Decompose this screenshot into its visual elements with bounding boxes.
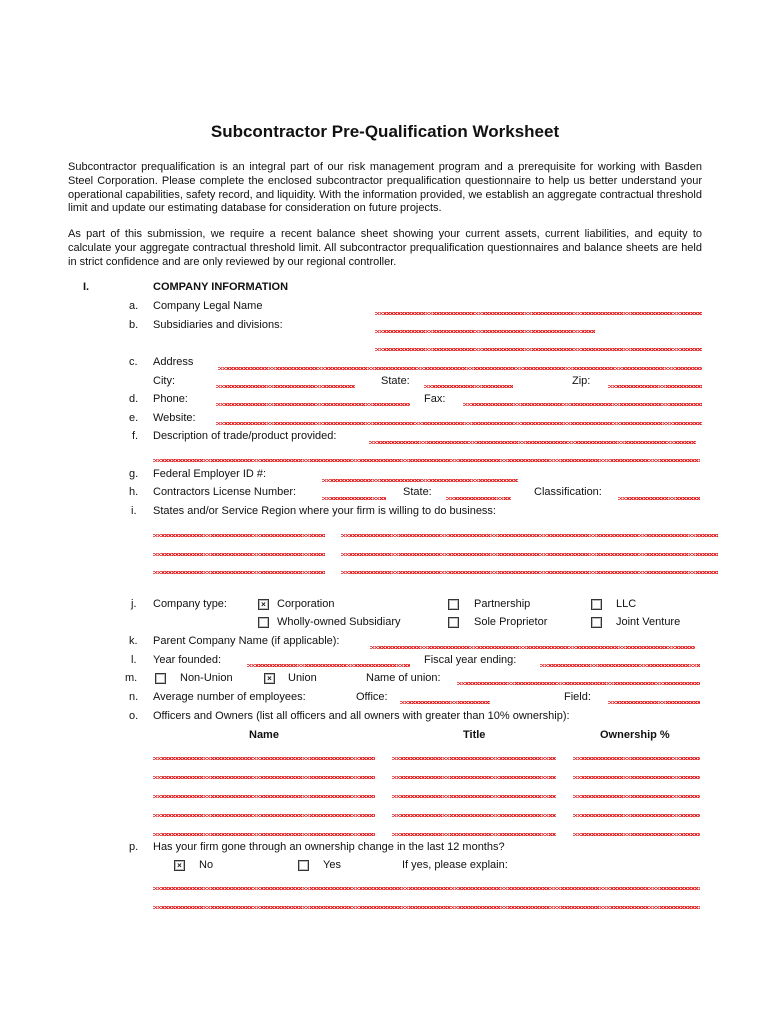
checkbox-partnership[interactable] [448, 599, 459, 610]
label-p-explain: If yes, please explain: [402, 859, 508, 871]
checkbox-wholly-owned-subsidiary[interactable] [258, 617, 269, 628]
label-i-label: States and/or Service Region where your firm is willing to do business: [153, 505, 496, 517]
officer-ownership-2-field[interactable] [573, 776, 700, 779]
label-e-letter: e. [129, 412, 139, 424]
union-name-field[interactable] [457, 682, 700, 685]
label-j-options-3-label: Wholly-owned Subsidiary [277, 616, 401, 628]
label-c-label: Address [153, 356, 194, 368]
checkbox-llc[interactable] [591, 599, 602, 610]
checkbox-non-union[interactable] [155, 673, 166, 684]
website-field[interactable] [216, 422, 702, 425]
region-2a-field[interactable] [153, 553, 325, 556]
officer-title-5-field[interactable] [392, 833, 556, 836]
license-number-field[interactable] [322, 497, 386, 500]
label-c-city: City: [153, 375, 175, 387]
label-j-options-0-label: Corporation [277, 598, 335, 610]
label-b-label: Subsidiaries and divisions: [153, 319, 283, 331]
region-1a-field[interactable] [153, 534, 325, 537]
subsidiaries-1-field[interactable] [375, 330, 595, 333]
column-header-name: Name [249, 729, 279, 741]
city-field[interactable] [216, 385, 355, 388]
label-d-fax: Fax: [424, 393, 446, 405]
description-1-field[interactable] [369, 441, 696, 444]
officer-name-1-field[interactable] [153, 757, 375, 760]
label-c-zip: Zip: [572, 375, 591, 387]
label-j-options-2-label: LLC [616, 598, 637, 610]
office-employees-field[interactable] [400, 701, 490, 704]
license-state-field[interactable] [446, 497, 511, 500]
officer-ownership-4-field[interactable] [573, 814, 700, 817]
subsidiaries-2-field[interactable] [375, 348, 702, 351]
label-c-state: State: [381, 375, 410, 387]
label-j-options-5-label: Joint Venture [616, 616, 681, 628]
label-h-classification: Classification: [534, 486, 602, 498]
label-l-letter: l. [131, 654, 137, 666]
label-j-letter: j. [131, 598, 137, 610]
checkbox-corporation[interactable]: × [258, 599, 269, 610]
label-g-label: Federal Employer ID #: [153, 468, 267, 480]
label-h-state: State: [403, 486, 432, 498]
intro-paragraph-1: Subcontractor prequalification is an integral part of our risk management program and a prerequisite for working with Basden Steel Corporation. Please complete the enclosed subcontractor prequalification questionnaire to help us better understand your operational capabilities, safety record, and liquidity. With the information provided, we establish an aggregate contractual threshold limit and update our estimating database for consideration on future projects. [68, 161, 702, 215]
label-l-label: Year founded: [153, 654, 222, 666]
state-field[interactable] [424, 385, 513, 388]
label-n-label: Average number of employees: [153, 691, 306, 703]
label-p-letter: p. [129, 841, 139, 853]
label-o-label: Officers and Owners (list all officers and all owners with greater than 10% ownership): [153, 710, 570, 722]
phone-field[interactable] [216, 403, 410, 406]
label-p-options-0-label: No [199, 859, 214, 871]
federal-employer-id-field[interactable] [322, 479, 518, 482]
explain-2-field[interactable] [153, 906, 700, 909]
section-title: COMPANY INFORMATION [153, 281, 289, 293]
officer-title-3-field[interactable] [392, 795, 556, 798]
label-o-letter: o. [129, 710, 139, 722]
label-d-letter: d. [129, 393, 139, 405]
officer-title-1-field[interactable] [392, 757, 556, 760]
region-3a-field[interactable] [153, 571, 325, 574]
officer-name-4-field[interactable] [153, 814, 375, 817]
label-a-letter: a. [129, 300, 139, 312]
label-m-options-0-label: Non-Union [180, 672, 233, 684]
field-employees-field[interactable] [608, 701, 700, 704]
label-l-fiscal: Fiscal year ending: [424, 654, 517, 666]
address-field[interactable] [218, 367, 702, 370]
label-c-letter: c. [129, 356, 138, 368]
officer-title-2-field[interactable] [392, 776, 556, 779]
label-f-letter: f. [132, 430, 139, 442]
label-i-letter: i. [131, 505, 137, 517]
label-p-options-1-label: Yes [323, 859, 341, 871]
label-d-label: Phone: [153, 393, 188, 405]
officer-name-2-field[interactable] [153, 776, 375, 779]
label-p-label: Has your firm gone through an ownership change in the last 12 months? [153, 841, 505, 853]
column-header-title: Title [463, 729, 486, 741]
checkbox-yes[interactable] [298, 860, 309, 871]
description-2-field[interactable] [153, 459, 700, 462]
checkbox-no[interactable]: × [174, 860, 185, 871]
officer-ownership-3-field[interactable] [573, 795, 700, 798]
label-j-label: Company type: [153, 598, 227, 610]
label-e-label: Website: [153, 412, 196, 424]
fiscal-year-ending-field[interactable] [540, 664, 700, 667]
region-3b-field[interactable] [341, 571, 718, 574]
region-2b-field[interactable] [341, 553, 718, 556]
label-h-label: Contractors License Number: [153, 486, 297, 498]
region-1b-field[interactable] [341, 534, 718, 537]
label-h-letter: h. [129, 486, 139, 498]
label-m-union_name: Name of union: [366, 672, 441, 684]
intro-paragraph-2: As part of this submission, we require a recent balance sheet showing your current assets, current liabilities, and equity to calculate your aggregate contractual threshold limit. All subcontractor prequalification questionnaires and balance sheets are held in strict confidence and are only reviewed by our regional controller. [68, 228, 702, 268]
officer-ownership-5-field[interactable] [573, 833, 700, 836]
label-m-options-1-label: Union [288, 672, 317, 684]
section-number: I. [83, 281, 90, 293]
label-j-options-1-label: Partnership [474, 598, 531, 610]
checkbox-joint-venture[interactable] [591, 617, 602, 628]
explain-1-field[interactable] [153, 887, 700, 890]
checkbox-sole-proprietor[interactable] [448, 617, 459, 628]
page-title: Subcontractor Pre-Qualification Worksheet [210, 122, 560, 141]
parent-company-field[interactable] [370, 646, 695, 649]
label-n-letter: n. [129, 691, 139, 703]
label-n-field: Field: [564, 691, 591, 703]
label-g-letter: g. [129, 468, 139, 480]
fax-field[interactable] [463, 403, 702, 406]
label-f-label: Description of trade/product provided: [153, 430, 337, 442]
officer-name-3-field[interactable] [153, 795, 375, 798]
label-n-office: Office: [356, 691, 388, 703]
label-a-label: Company Legal Name [153, 300, 263, 312]
label-j-options-4-label: Sole Proprietor [474, 616, 548, 628]
officer-title-4-field[interactable] [392, 814, 556, 817]
officer-name-5-field[interactable] [153, 833, 375, 836]
classification-field[interactable] [618, 497, 700, 500]
officer-ownership-1-field[interactable] [573, 757, 700, 760]
label-k-label: Parent Company Name (if applicable): [153, 635, 340, 647]
checkbox-union[interactable]: × [264, 673, 275, 684]
column-header-ownership: Ownership % [600, 729, 670, 741]
label-b-letter: b. [129, 319, 139, 331]
company-legal-name-field[interactable] [375, 312, 702, 315]
zip-field[interactable] [608, 385, 702, 388]
label-m-letter: m. [125, 672, 138, 684]
label-k-letter: k. [129, 635, 138, 647]
year-founded-field[interactable] [247, 664, 410, 667]
